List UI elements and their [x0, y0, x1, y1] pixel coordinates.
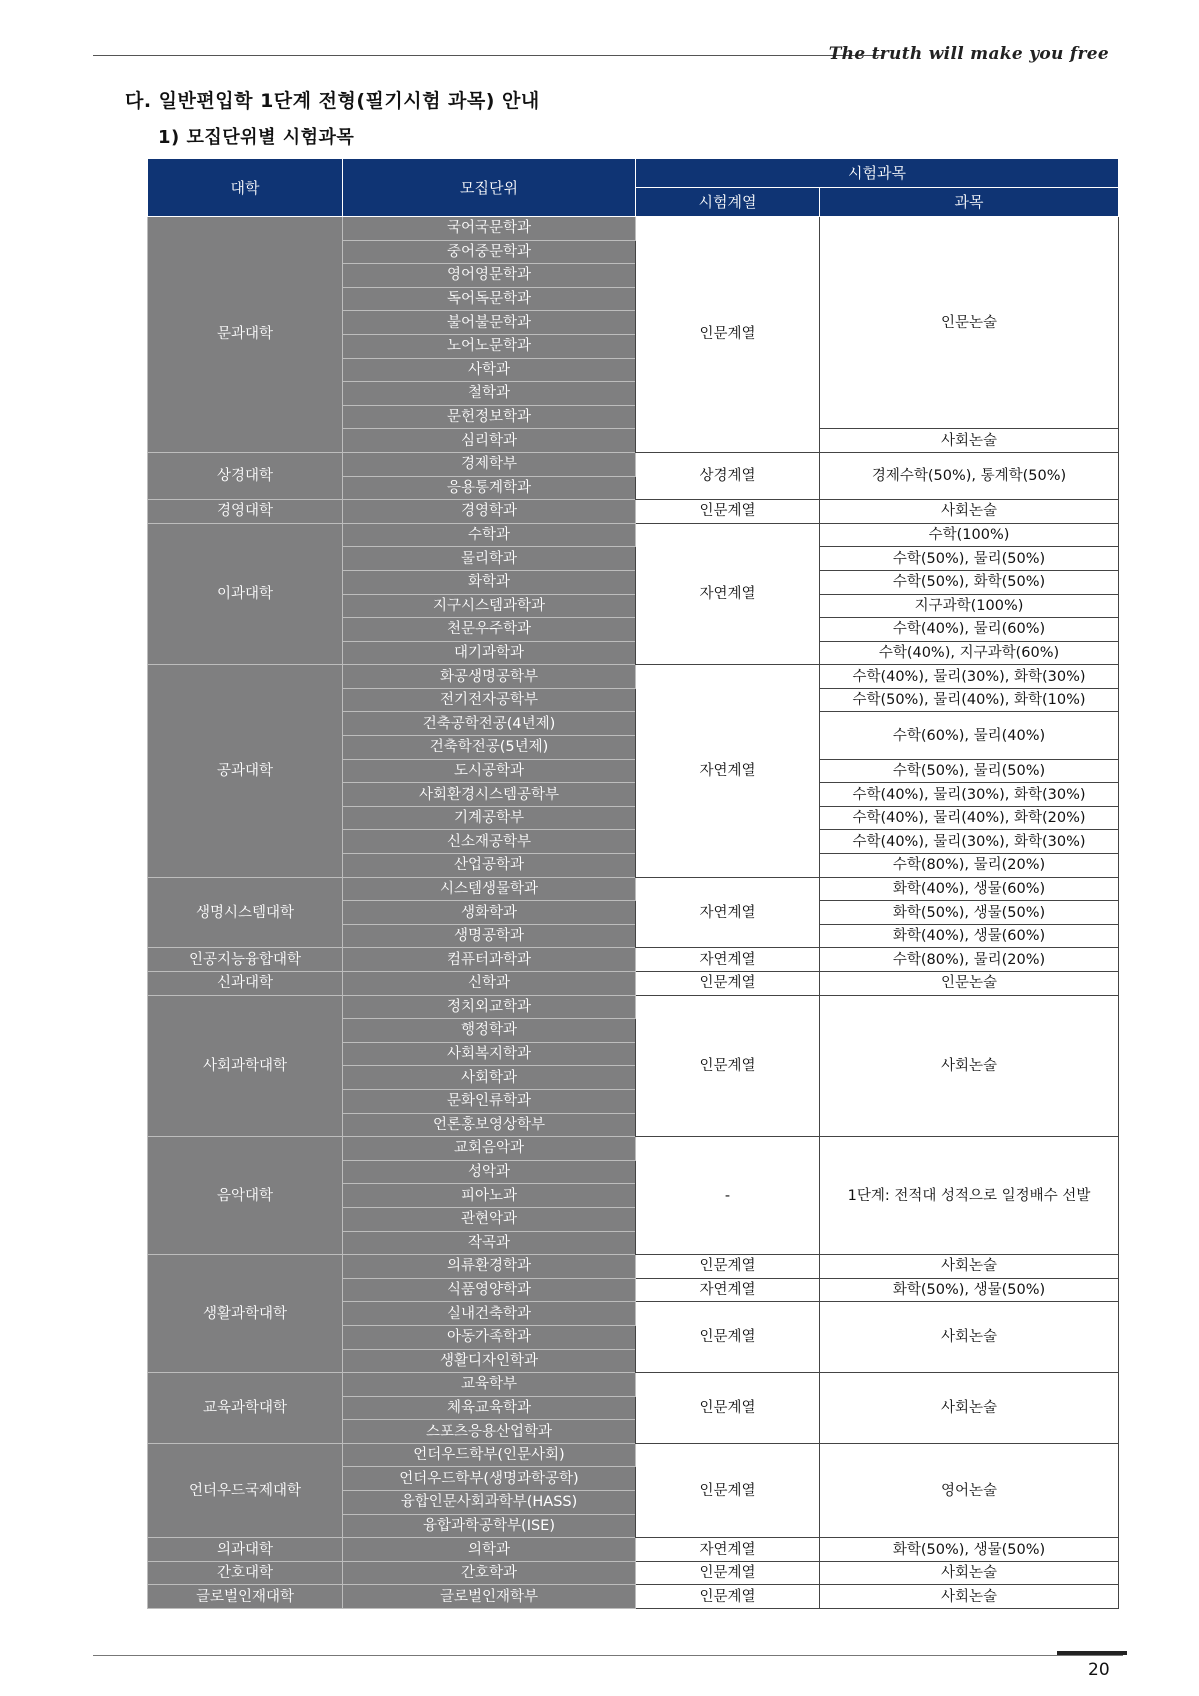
- subject-cell: 인문논술: [820, 972, 1119, 996]
- subject-cell: 지구과학(100%): [820, 594, 1119, 618]
- unit-cell: 지구시스템과학과: [343, 594, 636, 618]
- unit-cell: 의류환경학과: [343, 1255, 636, 1279]
- track-cell: 인문계열: [636, 972, 820, 996]
- subject-cell: 수학(40%), 물리(30%), 화학(30%): [820, 783, 1119, 807]
- track-cell: 인문계열: [636, 1585, 820, 1609]
- unit-cell: 건축학전공(5년제): [343, 736, 636, 760]
- college-cell: 생명시스템대학: [148, 877, 343, 948]
- unit-cell: 화공생명공학부: [343, 665, 636, 689]
- unit-cell: 식품영양학과: [343, 1278, 636, 1302]
- subject-cell: 수학(40%), 물리(30%), 화학(30%): [820, 830, 1119, 854]
- unit-cell: 피아노과: [343, 1184, 636, 1208]
- footer-rule: [93, 1655, 1123, 1656]
- header-motto: The truth will make you free: [828, 44, 1109, 64]
- footer-tab-mark: [1057, 1651, 1127, 1655]
- subject-cell: 사회논술: [820, 1373, 1119, 1444]
- unit-cell: 노어노문학과: [343, 334, 636, 358]
- unit-cell: 기계공학부: [343, 806, 636, 830]
- subject-cell: 수학(50%), 물리(40%), 화학(10%): [820, 688, 1119, 712]
- unit-cell: 교회음악과: [343, 1137, 636, 1161]
- unit-cell: 사회복지학과: [343, 1042, 636, 1066]
- track-cell: 자연계열: [636, 948, 820, 972]
- unit-cell: 중어중문학과: [343, 240, 636, 264]
- college-cell: 문과대학: [148, 217, 343, 453]
- unit-cell: 영어영문학과: [343, 264, 636, 288]
- table-row: [148, 1561, 1119, 1585]
- unit-cell: 독어독문학과: [343, 287, 636, 311]
- unit-cell: 문헌정보학과: [343, 405, 636, 429]
- track-cell: 인문계열: [636, 217, 820, 453]
- unit-cell: 신소재공학부: [343, 830, 636, 854]
- subject-cell: 수학(60%), 물리(40%): [820, 712, 1119, 759]
- subject-cell: 인문논술: [820, 217, 1119, 429]
- subject-cell: 화학(50%), 생물(50%): [820, 1538, 1119, 1562]
- track-cell: 인문계열: [636, 1561, 820, 1585]
- unit-cell: 정치외교학과: [343, 995, 636, 1019]
- table-row: [148, 1373, 1119, 1397]
- college-cell: 인공지능융합대학: [148, 948, 343, 972]
- unit-cell: 컴퓨터과학과: [343, 948, 636, 972]
- unit-cell: 생화학과: [343, 901, 636, 925]
- track-cell: 인문계열: [636, 1302, 820, 1373]
- college-cell: 이과대학: [148, 523, 343, 665]
- table-row: [148, 877, 1119, 901]
- college-cell: 상경대학: [148, 452, 343, 499]
- subject-cell: 화학(40%), 생물(60%): [820, 877, 1119, 901]
- track-cell: 자연계열: [636, 877, 820, 948]
- exam-subject-table: [147, 158, 1119, 1609]
- unit-cell: 물리학과: [343, 547, 636, 571]
- subject-cell: 1단계: 전적대 성적으로 일정배수 선발: [820, 1137, 1119, 1255]
- unit-cell: 수학과: [343, 523, 636, 547]
- track-cell: 상경계열: [636, 452, 820, 499]
- section-subtitle: 1) 모집단위별 시험과목: [158, 127, 355, 148]
- table-row: [148, 665, 1119, 689]
- header-subject: 과목: [820, 188, 1119, 217]
- unit-cell: 도시공학과: [343, 759, 636, 783]
- college-cell: 경영대학: [148, 500, 343, 524]
- college-cell: 공과대학: [148, 665, 343, 877]
- track-cell: 자연계열: [636, 523, 820, 665]
- unit-cell: 화학과: [343, 570, 636, 594]
- page-number: 20: [1088, 1660, 1110, 1680]
- college-cell: 언더우드국제대학: [148, 1443, 343, 1537]
- unit-cell: 심리학과: [343, 429, 636, 453]
- subject-cell: 수학(40%), 물리(30%), 화학(30%): [820, 665, 1119, 689]
- unit-cell: 행정학과: [343, 1019, 636, 1043]
- unit-cell: 대기과학과: [343, 641, 636, 665]
- track-cell: 인문계열: [636, 1443, 820, 1537]
- unit-cell: 철학과: [343, 382, 636, 406]
- unit-cell: 체육교육학과: [343, 1396, 636, 1420]
- subject-cell: 수학(50%), 물리(50%): [820, 547, 1119, 571]
- subject-cell: 수학(40%), 지구과학(60%): [820, 641, 1119, 665]
- subject-cell: 수학(50%), 화학(50%): [820, 570, 1119, 594]
- college-cell: 의과대학: [148, 1538, 343, 1562]
- track-cell: 인문계열: [636, 1373, 820, 1444]
- subject-cell: 수학(40%), 물리(60%): [820, 618, 1119, 642]
- unit-cell: 생명공학과: [343, 924, 636, 948]
- unit-cell: 언더우드학부(생명과학공학): [343, 1467, 636, 1491]
- table-row: [148, 217, 1119, 241]
- table-row: [148, 1443, 1119, 1467]
- subject-cell: 사회논술: [820, 995, 1119, 1137]
- unit-cell: 국어국문학과: [343, 217, 636, 241]
- unit-cell: 교육학부: [343, 1373, 636, 1397]
- unit-cell: 글로벌인재학부: [343, 1585, 636, 1609]
- subject-cell: 화학(50%), 생물(50%): [820, 901, 1119, 925]
- subject-cell: 경제수학(50%), 통계학(50%): [820, 452, 1119, 499]
- unit-cell: 경영학과: [343, 500, 636, 524]
- header-track: 시험계열: [636, 188, 820, 217]
- college-cell: 생활과학대학: [148, 1255, 343, 1373]
- unit-cell: 신학과: [343, 972, 636, 996]
- college-cell: 교육과학대학: [148, 1373, 343, 1444]
- unit-cell: 생활디자인학과: [343, 1349, 636, 1373]
- track-cell: 인문계열: [636, 995, 820, 1137]
- college-cell: 음악대학: [148, 1137, 343, 1255]
- unit-cell: 건축공학전공(4년제): [343, 712, 636, 736]
- track-cell: 자연계열: [636, 1538, 820, 1562]
- unit-cell: 불어불문학과: [343, 311, 636, 335]
- college-cell: 글로벌인재대학: [148, 1585, 343, 1609]
- unit-cell: 실내건축학과: [343, 1302, 636, 1326]
- unit-cell: 언론홍보영상학부: [343, 1113, 636, 1137]
- unit-cell: 간호학과: [343, 1561, 636, 1585]
- table-row: [148, 1538, 1119, 1562]
- subject-cell: 사회논술: [820, 429, 1119, 453]
- unit-cell: 작곡과: [343, 1231, 636, 1255]
- college-cell: 사회과학대학: [148, 995, 343, 1137]
- unit-cell: 산업공학과: [343, 854, 636, 878]
- subject-cell: 사회논술: [820, 1561, 1119, 1585]
- unit-cell: 의학과: [343, 1538, 636, 1562]
- unit-cell: 경제학부: [343, 452, 636, 476]
- table-row: [148, 995, 1119, 1019]
- unit-cell: 성악과: [343, 1160, 636, 1184]
- subject-cell: 영어논술: [820, 1443, 1119, 1537]
- table-row: [148, 1255, 1119, 1279]
- unit-cell: 시스템생물학과: [343, 877, 636, 901]
- subject-cell: 화학(50%), 생물(50%): [820, 1278, 1119, 1302]
- track-cell: 자연계열: [636, 665, 820, 877]
- subject-cell: 사회논술: [820, 1255, 1119, 1279]
- table-row: [148, 500, 1119, 524]
- subject-cell: 사회논술: [820, 500, 1119, 524]
- table-row: [148, 1585, 1119, 1609]
- header-college: 대학: [148, 159, 343, 217]
- unit-cell: 스포츠응용산업학과: [343, 1420, 636, 1444]
- subject-cell: 사회논술: [820, 1302, 1119, 1373]
- unit-cell: 사회환경시스템공학부: [343, 783, 636, 807]
- subject-cell: 수학(50%), 물리(50%): [820, 759, 1119, 783]
- header-exam: 시험과목: [636, 159, 1119, 188]
- unit-cell: 언더우드학부(인문사회): [343, 1443, 636, 1467]
- college-cell: 간호대학: [148, 1561, 343, 1585]
- unit-cell: 관현악과: [343, 1207, 636, 1231]
- track-cell: 인문계열: [636, 1255, 820, 1279]
- table-row: [148, 972, 1119, 996]
- unit-cell: 융합과학공학부(ISE): [343, 1514, 636, 1538]
- track-cell: -: [636, 1137, 820, 1255]
- unit-cell: 사학과: [343, 358, 636, 382]
- subject-cell: 수학(80%), 물리(20%): [820, 948, 1119, 972]
- table-row: [148, 452, 1119, 476]
- unit-cell: 천문우주학과: [343, 618, 636, 642]
- unit-cell: 문화인류학과: [343, 1089, 636, 1113]
- table-row: [148, 1137, 1119, 1161]
- track-cell: 인문계열: [636, 500, 820, 524]
- subject-cell: 수학(100%): [820, 523, 1119, 547]
- section-title: 다. 일반편입학 1단계 전형(필기시험 과목) 안내: [125, 90, 540, 112]
- header-unit: 모집단위: [343, 159, 636, 217]
- unit-cell: 사회학과: [343, 1066, 636, 1090]
- unit-cell: 아동가족학과: [343, 1325, 636, 1349]
- subject-cell: 사회논술: [820, 1585, 1119, 1609]
- unit-cell: 융합인문사회과학부(HASS): [343, 1491, 636, 1515]
- unit-cell: 전기전자공학부: [343, 688, 636, 712]
- table-row: [148, 948, 1119, 972]
- table-row: [148, 523, 1119, 547]
- header-rule: [93, 55, 883, 56]
- subject-cell: 화학(40%), 생물(60%): [820, 924, 1119, 948]
- track-cell: 자연계열: [636, 1278, 820, 1302]
- subject-cell: 수학(40%), 물리(40%), 화학(20%): [820, 806, 1119, 830]
- subject-cell: 수학(80%), 물리(20%): [820, 854, 1119, 878]
- unit-cell: 응용통계학과: [343, 476, 636, 500]
- college-cell: 신과대학: [148, 972, 343, 996]
